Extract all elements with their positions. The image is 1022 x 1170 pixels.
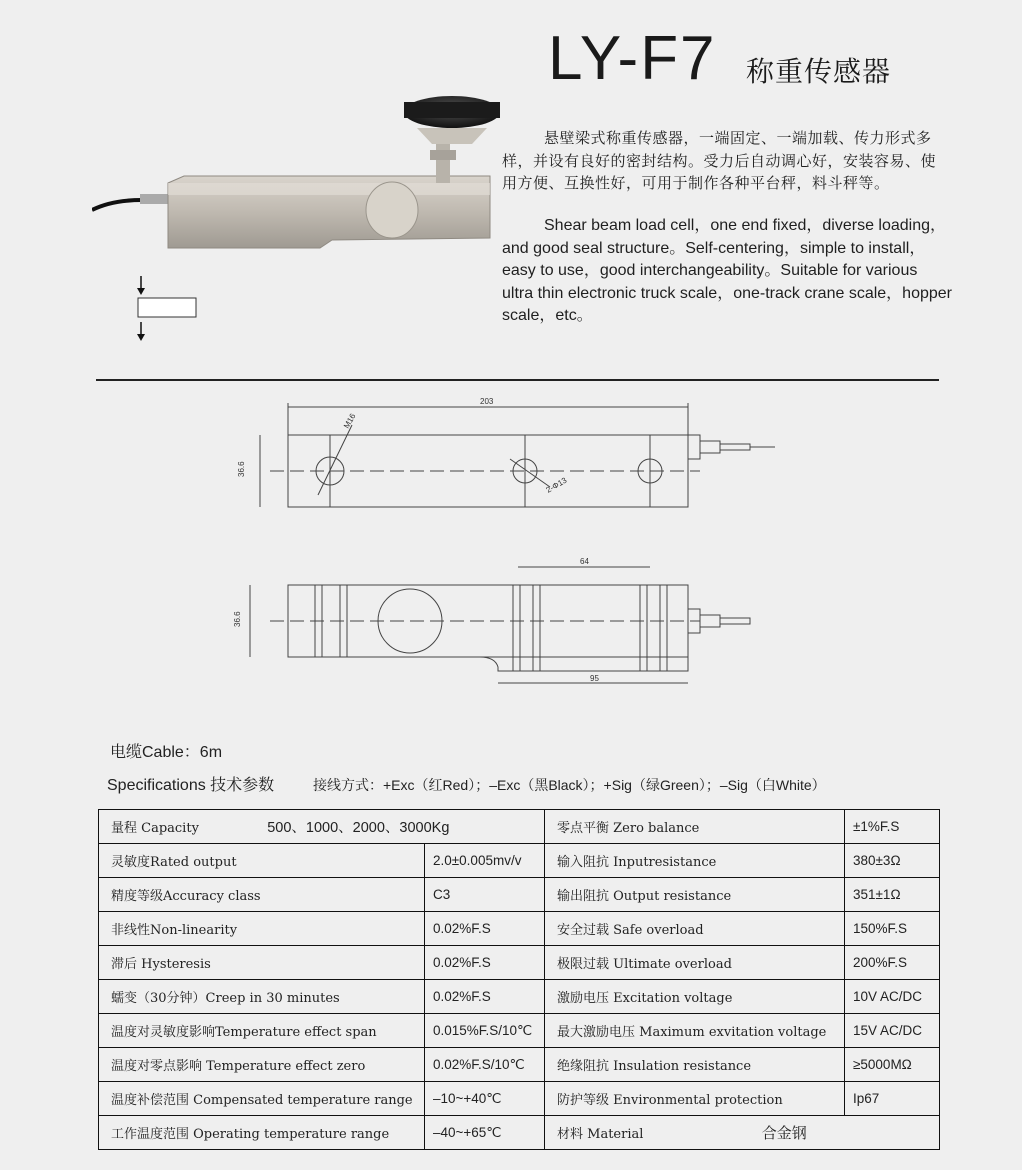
spec-label: 安全过载 Safe overload (545, 912, 845, 946)
table-row (99, 1014, 940, 1048)
wiring-info: 接线方式：+Exc（红Red）；–Exc（黑Black）；+Sig（绿Green）；–Sig（白White） (313, 777, 826, 793)
table-row (99, 946, 940, 980)
dim-64: 64 (580, 557, 589, 566)
spec-label: 防护等级 Environmental protection (545, 1082, 845, 1116)
spec-value: 500、1000、2000、3000Kg (267, 820, 450, 836)
product-photo (92, 88, 502, 268)
spec-value: 0.02%F.S (425, 912, 545, 946)
spec-value: –40~+65℃ (425, 1116, 545, 1150)
dim-holes: 2-Φ13 (544, 475, 569, 495)
spec-label: 绝缘阻抗 Insulation resistance (545, 1048, 845, 1082)
page-subtitle: 称重传感器 (746, 55, 892, 88)
spec-value: 380±3Ω (845, 844, 940, 878)
spec-label: 温度补偿范围 Compensated temperature range (99, 1082, 425, 1116)
spec-cell (99, 810, 545, 844)
spec-cell (545, 1116, 940, 1150)
spec-label: 灵敏度Rated output (99, 844, 425, 878)
spec-value: 150%F.S (845, 912, 940, 946)
spec-label: 材料 Material (557, 1127, 644, 1142)
cable-length: 电缆Cable：6m (110, 744, 223, 761)
spec-heading: Specifications 技术参数 (107, 777, 275, 794)
spec-value: 合金钢 (761, 1125, 807, 1142)
spec-value: 0.02%F.S (425, 946, 545, 980)
spec-label: 非线性Non-linearity (99, 912, 425, 946)
dim-height-bottom: 36.6 (233, 611, 242, 627)
spec-value: 0.02%F.S/10℃ (425, 1048, 545, 1082)
table-row (99, 1048, 940, 1082)
table-row (99, 878, 940, 912)
section-divider (96, 379, 939, 381)
table-row (99, 1116, 940, 1150)
description-chinese: 悬壁梁式称重传感器，一端固定、一端加载、传力形式多样，并设有良好的密封结构。受力后自动调心好，安装容易、使用方便、互换性好，可用于制作各种平台秤，料斗秤等。 (502, 129, 937, 192)
load-direction-diagram (130, 270, 210, 350)
dim-95: 95 (590, 674, 599, 683)
spec-label: 最大激励电压 Maximum exvitation voltage (545, 1014, 845, 1048)
spec-label: 零点平衡 Zero balance (545, 810, 845, 844)
spec-value: ±1%F.S (845, 810, 940, 844)
spec-label: 量程 Capacity (111, 821, 199, 836)
spec-label: 激励电压 Excitation voltage (545, 980, 845, 1014)
spec-label: 温度对零点影响 Temperature effect zero (99, 1048, 425, 1082)
spec-value: 351±1Ω (845, 878, 940, 912)
spec-value: ≥5000MΩ (845, 1048, 940, 1082)
spec-label: 极限过载 Ultimate overload (545, 946, 845, 980)
page-title: LY-F7 (548, 24, 717, 93)
table-row (99, 912, 940, 946)
spec-label: 温度对灵敏度影响Temperature effect span (99, 1014, 425, 1048)
dimension-drawing (230, 395, 790, 695)
spec-value: 0.015%F.S/10℃ (425, 1014, 545, 1048)
spec-table (98, 809, 940, 1150)
table-row (99, 844, 940, 878)
spec-value: Ip67 (845, 1082, 940, 1116)
spec-label: 蠕变（30分钟）Creep in 30 minutes (99, 980, 425, 1014)
spec-label: 输出阻抗 Output resistance (545, 878, 845, 912)
spec-value: 10V AC/DC (845, 980, 940, 1014)
description-english: Shear beam load cell，one end fixed，diverse loading，and good seal structure。Self-centering，simple to install，easy to use，good interchangeability。Suitable for various ultra thin electronic truck scale，one-track crane scale，hopper scale，etc。 (502, 217, 952, 324)
table-row (99, 980, 940, 1014)
spec-value: C3 (425, 878, 545, 912)
dim-length: 203 (480, 397, 494, 406)
dim-height-top: 36.6 (237, 461, 246, 477)
spec-label: 精度等级Accuracy class (99, 878, 425, 912)
spec-value: 15V AC/DC (845, 1014, 940, 1048)
spec-value: 0.02%F.S (425, 980, 545, 1014)
table-row (99, 810, 940, 844)
spec-label: 工作温度范围 Operating temperature range (99, 1116, 425, 1150)
spec-value: 2.0±0.005mv/v (425, 844, 545, 878)
spec-value: 200%F.S (845, 946, 940, 980)
dim-thread: M16 (341, 412, 358, 430)
spec-value: –10~+40℃ (425, 1082, 545, 1116)
spec-label: 滞后 Hysteresis (99, 946, 425, 980)
table-row (99, 1082, 940, 1116)
spec-label: 输入阻抗 Inputresistance (545, 844, 845, 878)
